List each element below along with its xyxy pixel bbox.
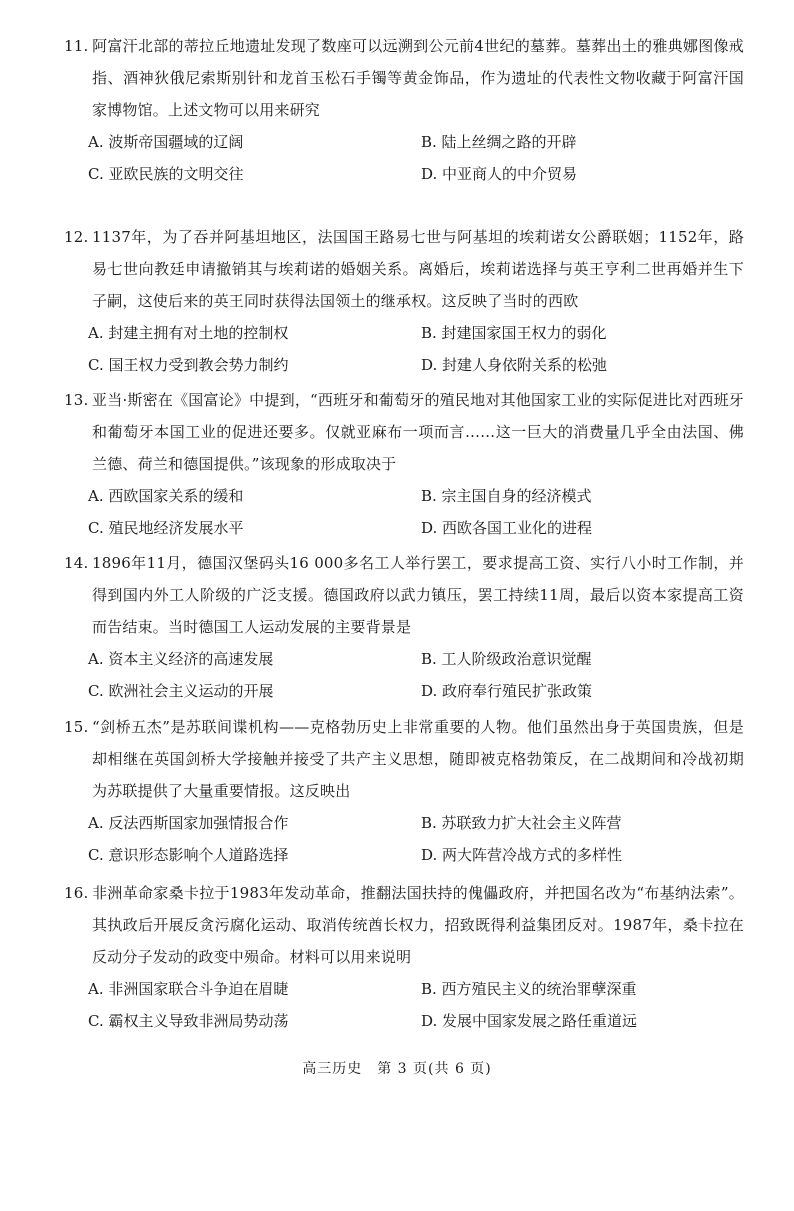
question-text: 非洲革命家桑卡拉于1983年发动革命，推翻法国扶持的傀儡政府，并把国名改为“布基纳法索”。其执政后开展反贪污腐化运动、取消传统酋长权力，招致既得利益集团反对。1987年，桑卡拉在反动分子发动的政变中殒命。材料可以用来说明 <box>92 884 744 966</box>
option-b[interactable]: B. 西方殖民主义的统治罪孽深重 <box>421 980 637 998</box>
question-number: 12. <box>64 228 89 246</box>
option-d[interactable]: D. 中亚商人的中介贸易 <box>421 165 578 183</box>
option-c[interactable]: C. 霸权主义导致非洲局势动荡 <box>88 1012 289 1030</box>
option-a[interactable]: A. 非洲国家联合斗争迫在眉睫 <box>88 980 289 998</box>
question-14 <box>64 547 744 707</box>
option-b[interactable]: B. 宗主国自身的经济模式 <box>421 487 592 505</box>
question-16 <box>64 877 744 1037</box>
question-text: “剑桥五杰”是苏联间谍机构——克格勃历史上非常重要的人物。他们虽然出身于英国贵族，但是却相继在英国剑桥大学接触并接受了共产主义思想，随即被克格勃策反，在二战期间和冷战初期为苏联提供了大量重要情报。这反映出 <box>92 718 744 800</box>
option-b[interactable]: B. 苏联致力扩大社会主义阵营 <box>421 814 622 832</box>
option-c[interactable]: C. 意识形态影响个人道路选择 <box>88 846 289 864</box>
option-c[interactable]: C. 国王权力受到教会势力制约 <box>88 356 289 374</box>
option-b[interactable]: B. 陆上丝绸之路的开辟 <box>421 133 577 151</box>
page-footer: 高三历史 第 3 页(共 6 页) <box>302 1061 492 1077</box>
options <box>64 317 744 381</box>
question-text: 阿富汗北部的蒂拉丘地遗址发现了数座可以远溯到公元前4世纪的墓葬。墓葬出土的雅典娜图像戒指、酒神狄俄尼索斯别针和龙首玉松石手镯等黄金饰品，作为遗址的代表性文物收藏于阿富汗国家博物馆。上述文物可以用来研究 <box>92 37 744 119</box>
question-text: 亚当·斯密在《国富论》中提到，“西班牙和葡萄牙的殖民地对其他国家工业的实际促进比对西班牙和葡萄牙本国工业的促进还要多。仅就亚麻布一项而言……这一巨大的消费量几乎全由法国、佛兰德、荷兰和德国提供。”该现象的形成取决于 <box>92 391 744 473</box>
question-stem <box>64 221 744 317</box>
option-a[interactable]: A. 反法西斯国家加强情报合作 <box>88 814 289 832</box>
option-b[interactable]: B. 封建国家国王权力的弱化 <box>421 324 607 342</box>
option-a[interactable]: A. 封建主拥有对土地的控制权 <box>88 324 289 342</box>
options <box>64 480 744 544</box>
question-number: 14. <box>64 554 89 572</box>
question-number: 15. <box>64 718 89 736</box>
question-11 <box>64 30 744 190</box>
option-a[interactable]: A. 资本主义经济的高速发展 <box>88 650 274 668</box>
option-a[interactable]: A. 西欧国家关系的缓和 <box>88 487 244 505</box>
options <box>64 807 744 871</box>
option-b[interactable]: B. 工人阶级政治意识觉醒 <box>421 650 592 668</box>
question-stem <box>64 877 744 973</box>
option-d[interactable]: D. 两大阵营冷战方式的多样性 <box>421 846 623 864</box>
question-number: 11. <box>64 37 89 55</box>
question-15 <box>64 711 744 871</box>
option-c[interactable]: C. 殖民地经济发展水平 <box>88 519 244 537</box>
options <box>64 126 744 190</box>
option-c[interactable]: C. 亚欧民族的文明交往 <box>88 165 244 183</box>
option-c[interactable]: C. 欧洲社会主义运动的开展 <box>88 682 274 700</box>
question-stem <box>64 30 744 126</box>
option-d[interactable]: D. 政府奉行殖民扩张政策 <box>421 682 593 700</box>
options <box>64 643 744 707</box>
question-13 <box>64 384 744 544</box>
question-stem <box>64 547 744 643</box>
option-d[interactable]: D. 封建人身依附关系的松弛 <box>421 356 608 374</box>
question-number: 13. <box>64 391 89 409</box>
question-text: 1137年，为了吞并阿基坦地区，法国国王路易七世与阿基坦的埃莉诺女公爵联姻；1152年，路易七世向教廷申请撤销其与埃莉诺的婚姻关系。离婚后，埃莉诺选择与英王亨利二世再婚并生下子嗣，这使后来的英王同时获得法国领土的继承权。这反映了当时的西欧 <box>92 228 744 310</box>
option-a[interactable]: A. 波斯帝国疆域的辽阔 <box>88 133 244 151</box>
question-stem <box>64 711 744 807</box>
question-12 <box>64 221 744 381</box>
option-d[interactable]: D. 西欧各国工业化的进程 <box>421 519 593 537</box>
options <box>64 973 744 1037</box>
question-number: 16. <box>64 884 89 902</box>
question-text: 1896年11月，德国汉堡码头16 000多名工人举行罢工，要求提高工资、实行八小时工作制，并得到国内外工人阶级的广泛支援。德国政府以武力镇压，罢工持续11周，最后以资本家提高工资而告结束。当时德国工人运动发展的主要背景是 <box>92 554 744 636</box>
option-d[interactable]: D. 发展中国家发展之路任重道远 <box>421 1012 638 1030</box>
question-stem <box>64 384 744 480</box>
